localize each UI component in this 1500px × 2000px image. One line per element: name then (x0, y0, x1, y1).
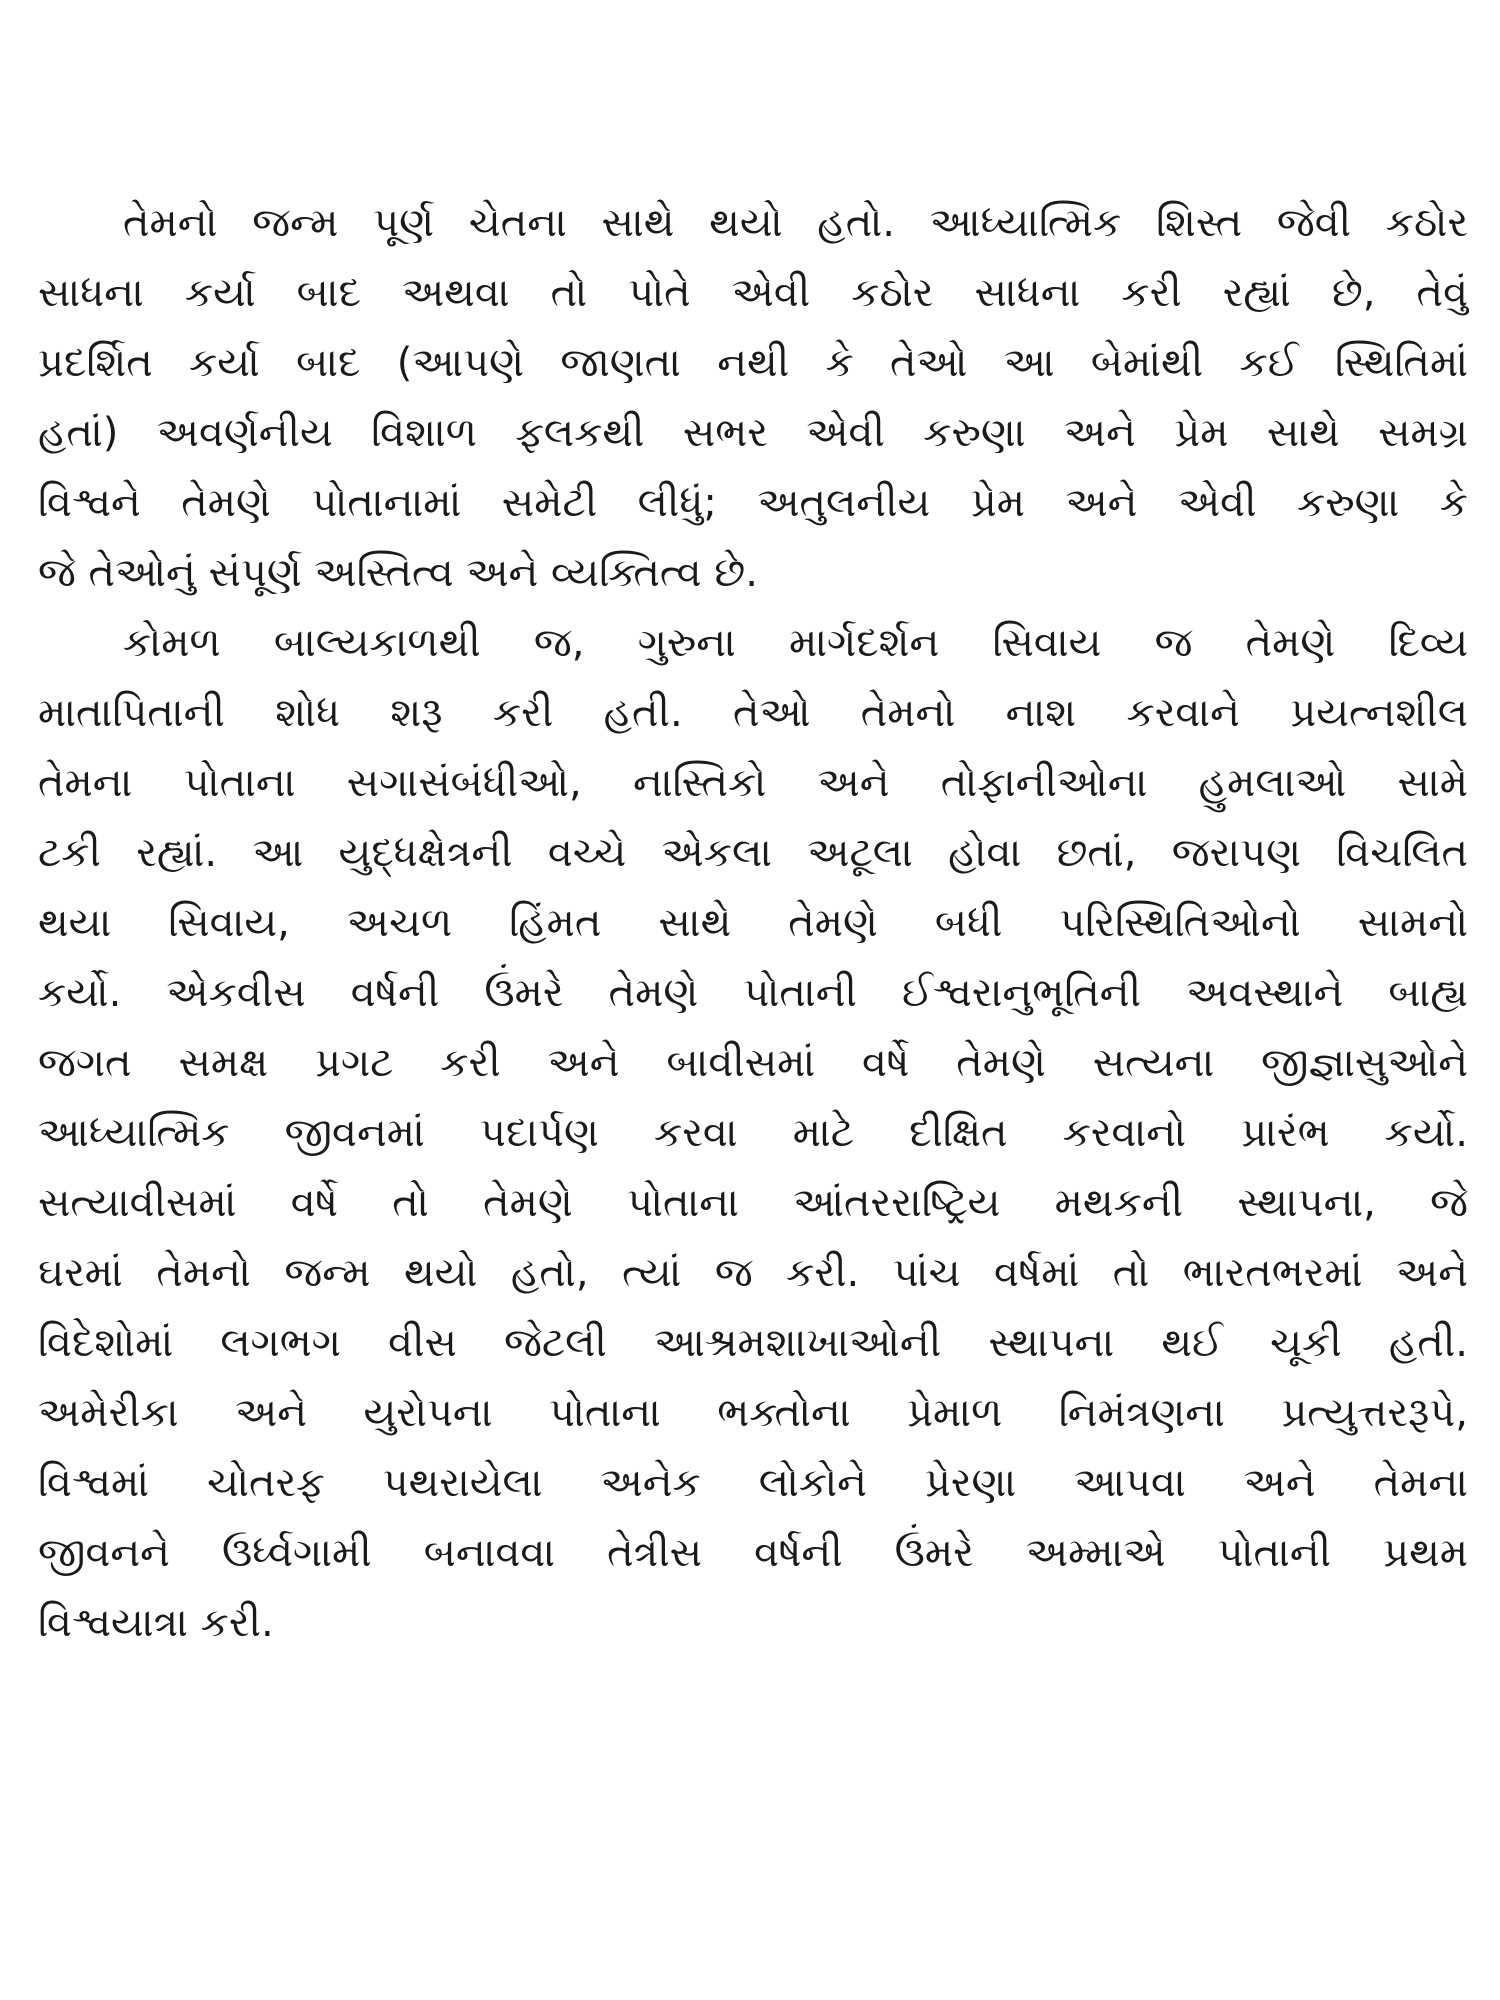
line-text: સત્યાવીસમાં વર્ષે તો તેમણે પોતાના આંતરરાષ્ટ્રિય મથકની સ્થાપના, જે (38, 1180, 1468, 1226)
paragraph-2-line-12 (38, 1378, 1468, 1448)
paragraph-2-line-9 (38, 1168, 1468, 1238)
paragraph-2-line-15 (38, 1588, 1468, 1658)
line-text: ટકી રહ્યાં. આ યુદ્ધક્ષેત્રની વચ્ચે એકલા અટૂલા હોવા છતાં, જરાપણ વિચલિત (38, 830, 1468, 876)
paragraph-1-line-5 (38, 468, 1468, 538)
line-text: વિદેશોમાં લગભગ વીસ જેટલી આશ્રમશાખાઓની સ્થાપના થઈ ચૂકી હતી. (38, 1320, 1468, 1366)
line-text: તેમનો જન્મ પૂર્ણ ચેતના સાથે થયો હતો. આધ્યાત્મિક શિસ્ત જેવી કઠોર (123, 200, 1468, 246)
line-text: ઘરમાં તેમનો જન્મ થયો હતો, ત્યાં જ કરી. પાંચ વર્ષમાં તો ભારતભરમાં અને (38, 1250, 1468, 1296)
line-text: અમેરીકા અને યુરોપના પોતાના ભક્તોના પ્રેમાળ નિમંત્રણના પ્રત્યુત્તરરૂપે, (38, 1390, 1468, 1436)
paragraph-2-line-2 (38, 678, 1468, 748)
paragraph-2-line-5 (38, 888, 1468, 958)
paragraph-1-line-3 (38, 328, 1468, 398)
line-text: તેમના પોતાના સગાસંબંધીઓ, નાસ્તિકો અને તોફાનીઓના હુમલાઓ સામે (38, 760, 1468, 806)
paragraph-2-line-4 (38, 818, 1468, 888)
paragraph-2-line-13 (38, 1448, 1468, 1518)
body-text (38, 188, 1468, 1658)
line-text: કર્યો. એકવીસ વર્ષની ઉંમરે તેમણે પોતાની ઈશ્વરાનુભૂતિની અવસ્થાને બાહ્ય (38, 970, 1468, 1016)
line-text: માતાપિતાની શોધ શરૂ કરી હતી. તેઓ તેમનો નાશ કરવાને પ્રયત્નશીલ (38, 690, 1468, 736)
line-text: સાધના કર્યા બાદ અથવા તો પોતે એવી કઠોર સાધના કરી રહ્યાં છે, તેવું (38, 270, 1468, 316)
paragraph-2-line-8 (38, 1098, 1468, 1168)
line-text: થયા સિવાય, અચળ હિંમત સાથે તેમણે બધી પરિસ્થિતિઓનો સામનો (38, 900, 1468, 946)
paragraph-1-line-4 (38, 398, 1468, 468)
line-text: પ્રદર્શિત કર્યા બાદ (આપણે જાણતા નથી કે તેઓ આ બેમાંથી કઈ સ્થિતિમાં (38, 340, 1468, 386)
paragraph-2-line-1 (38, 608, 1468, 678)
line-text: વિશ્વને તેમણે પોતાનામાં સમેટી લીધું; અતુલનીય પ્રેમ અને એવી કરુણા કે (38, 480, 1468, 526)
line-text: વિશ્વયાત્રા કરી. (38, 1600, 274, 1646)
line-text: જગત સમક્ષ પ્રગટ કરી અને બાવીસમાં વર્ષે તેમણે સત્યના જીજ્ઞાસુઓને (38, 1040, 1468, 1086)
line-text: હતાં) અવર્ણનીય વિશાળ ફલકથી સભર એવી કરુણા અને પ્રેમ સાથે સમગ્ર (38, 410, 1468, 456)
paragraph-1-line-6 (38, 538, 1468, 608)
paragraph-1-line-1 (38, 188, 1468, 258)
line-text: વિશ્વમાં ચોતરફ પથરાયેલા અનેક લોકોને પ્રેરણા આપવા અને તેમના (38, 1460, 1468, 1506)
line-text: આધ્યાત્મિક જીવનમાં પદાર્પણ કરવા માટે દીક્ષિત કરવાનો પ્રારંભ કર્યો. (38, 1110, 1468, 1156)
line-text: જીવનને ઉર્ધ્વગામી બનાવવા તેત્રીસ વર્ષની ઉંમરે અમ્માએ પોતાની પ્રથમ (38, 1530, 1468, 1576)
paragraph-2-line-11 (38, 1308, 1468, 1378)
line-text: જે તેઓનું સંપૂર્ણ અસ્તિત્વ અને વ્યક્તિત્વ છે. (38, 550, 758, 596)
line-text: કોમળ બાલ્યકાળથી જ, ગુરુના માર્ગદર્શન સિવાય જ તેમણે દિવ્ય (123, 620, 1468, 666)
paragraph-2-line-3 (38, 748, 1468, 818)
paragraph-2-line-10 (38, 1238, 1468, 1308)
paragraph-1-line-2 (38, 258, 1468, 328)
paragraph-2-line-6 (38, 958, 1468, 1028)
paragraph-2-line-7 (38, 1028, 1468, 1098)
paragraph-2-line-14 (38, 1518, 1468, 1588)
